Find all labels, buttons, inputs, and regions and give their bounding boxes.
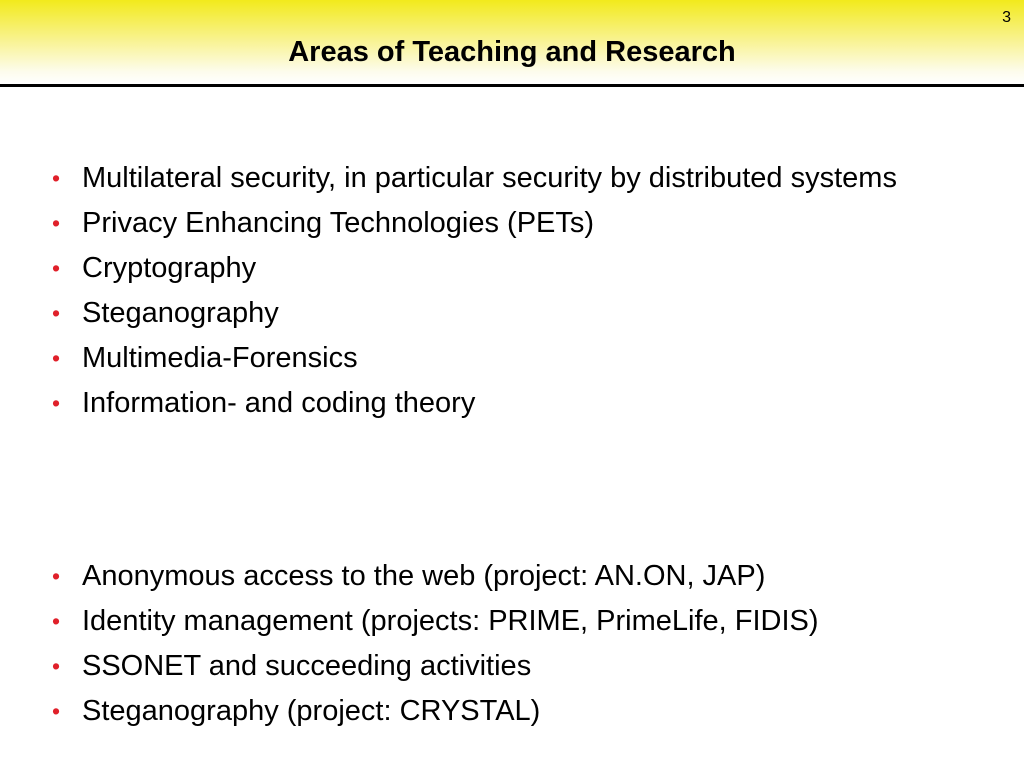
bullet-icon: • (52, 563, 61, 589)
bullet-icon: • (52, 210, 61, 236)
list-item (52, 648, 972, 685)
bullet-icon: • (52, 165, 61, 191)
bullet-icon: • (52, 608, 61, 634)
bullet-icon: • (52, 698, 61, 724)
list-item-text: Steganography (82, 297, 279, 329)
bullet-icon: • (52, 653, 61, 679)
bullet-icon: • (52, 300, 61, 326)
list-item (52, 385, 972, 422)
list-item-text: Multilateral security, in particular security by distributed systems (82, 162, 897, 194)
list-item (52, 205, 972, 242)
list-item (52, 295, 972, 332)
projects-list (52, 558, 972, 738)
list-item (52, 693, 972, 730)
list-item-text: Information- and coding theory (82, 387, 476, 419)
list-item (52, 340, 972, 377)
list-item (52, 603, 972, 640)
list-item-text: Anonymous access to the web (project: AN.ON, JAP) (82, 560, 766, 592)
bullet-icon: • (52, 255, 61, 281)
list-item-text: Multimedia-Forensics (82, 342, 358, 374)
list-item-text: SSONET and succeeding activities (82, 650, 532, 682)
slide-title: Areas of Teaching and Research (288, 36, 736, 68)
list-item-text: Cryptography (82, 252, 257, 284)
header-divider (0, 84, 1024, 87)
list-item (52, 250, 972, 287)
list-item-text: Privacy Enhancing Technologies (PETs) (82, 207, 595, 239)
list-item (52, 558, 972, 595)
list-item-text: Identity management (projects: PRIME, PrimeLife, FIDIS) (82, 605, 819, 637)
research-areas-list (52, 160, 972, 430)
list-item (52, 160, 972, 197)
bullet-icon: • (52, 390, 61, 416)
bullet-icon: • (52, 345, 61, 371)
list-item-text: Steganography (project: CRYSTAL) (82, 695, 541, 727)
page-number: 3 (1002, 9, 1011, 26)
